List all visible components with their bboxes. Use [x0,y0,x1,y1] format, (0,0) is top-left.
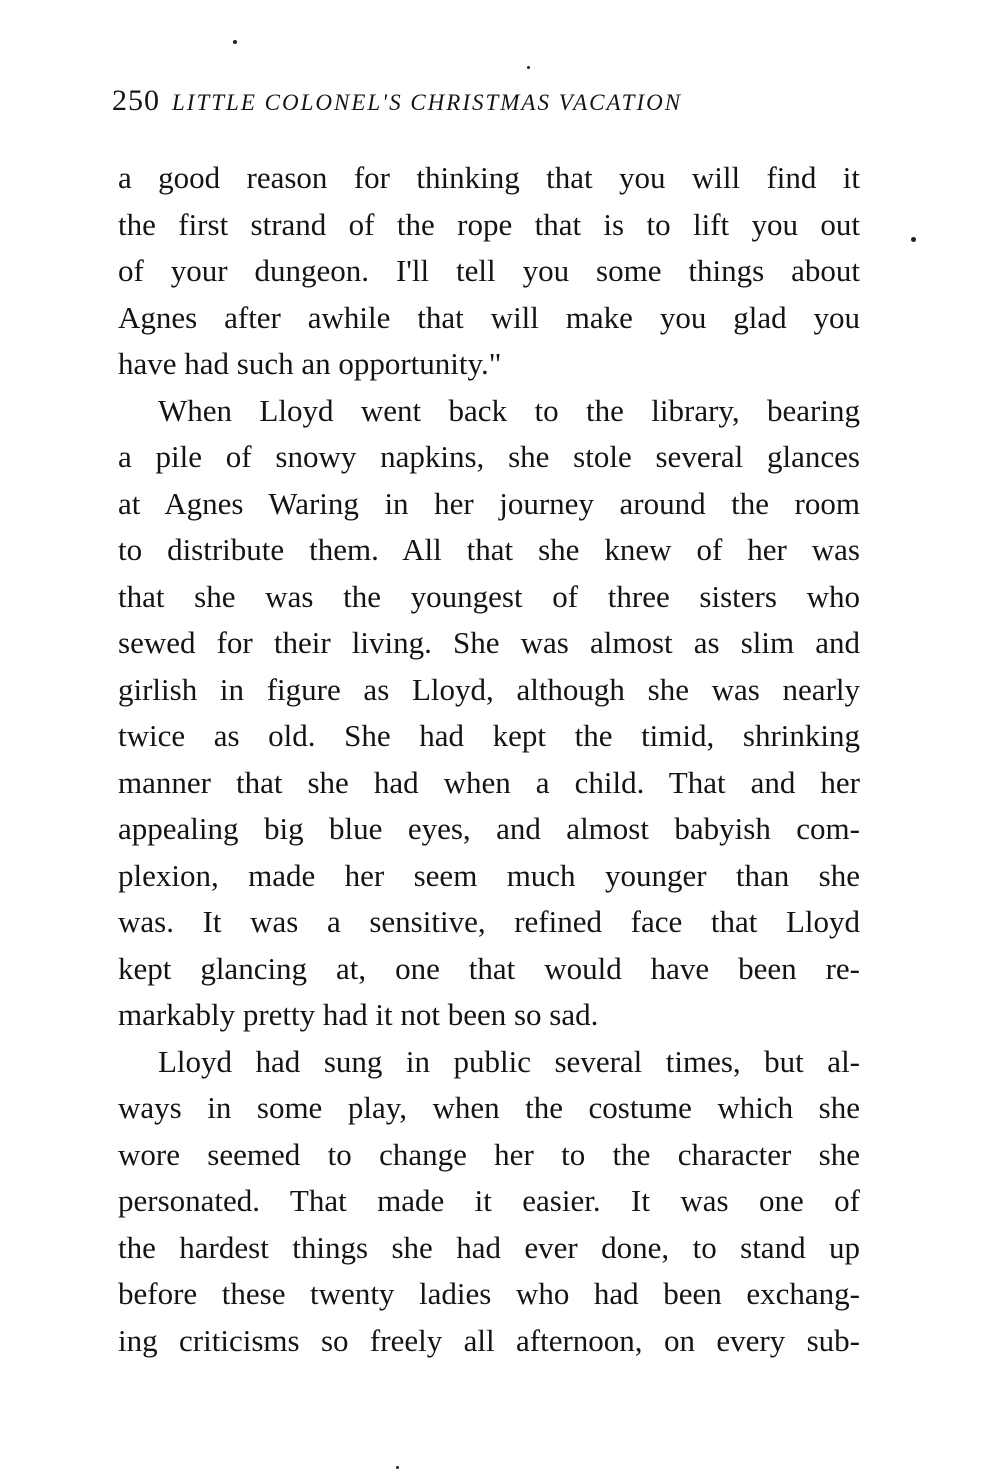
print-speck [233,40,237,44]
text-line: appealing big blue eyes, and almost babyish com- [118,811,860,846]
print-speck [527,66,530,69]
text-line: Lloyd had sung in public several times, but al- [158,1043,860,1079]
page-number: 250 [112,84,160,117]
running-title: LITTLE COLONEL'S CHRISTMAS VACATION [172,90,683,115]
text-line: ing criticisms so freely all afternoon, on every sub- [118,1322,860,1358]
text-line: twice as old. She had kept the timid, shrinking [118,718,860,753]
text-line: a good reason for thinking that you will find it [118,160,860,195]
text-line: the hardest things she had ever done, to stand up [118,1229,860,1265]
text-line: have had such an opportunity." [118,346,502,381]
text-line: that she was the youngest of three sisters who [118,578,860,614]
text-line: to distribute them. All that she knew of her was [118,532,860,567]
text-line: was. It was a sensitive, refined face that Lloyd [118,904,860,939]
paragraph [118,388,860,1039]
text-line: wore seemed to change her to the character she [118,1136,860,1172]
paragraph [118,1039,860,1365]
body-text [118,155,860,1364]
text-line: ways in some play, when the costume which she [118,1090,860,1125]
running-header [112,84,872,120]
text-line: plexion, made her seem much younger than she [118,857,860,893]
text-line: girlish in figure as Lloyd, although she was nearly [118,671,860,707]
print-speck [396,1466,399,1469]
text-line: sewed for their living. She was almost as slim and [118,625,860,660]
text-line: When Lloyd went back to the library, bearing [158,392,860,428]
text-line: personated. That made it easier. It was one of [118,1183,860,1218]
text-line: the first strand of the rope that is to lift you out [118,206,860,242]
paragraph [118,155,860,388]
text-line: of your dungeon. I'll tell you some things about [118,253,860,288]
text-line: manner that she had when a child. That and her [118,764,860,800]
text-line: a pile of snowy napkins, she stole several glances [118,439,860,474]
text-line: at Agnes Waring in her journey around the room [118,485,860,521]
text-line: markably pretty had it not been so sad. [118,997,599,1032]
text-line: before these twenty ladies who had been exchang- [118,1276,860,1311]
text-line: kept glancing at, one that would have been re- [118,950,860,986]
print-speck [911,237,916,242]
text-line: Agnes after awhile that will make you glad you [118,299,860,335]
